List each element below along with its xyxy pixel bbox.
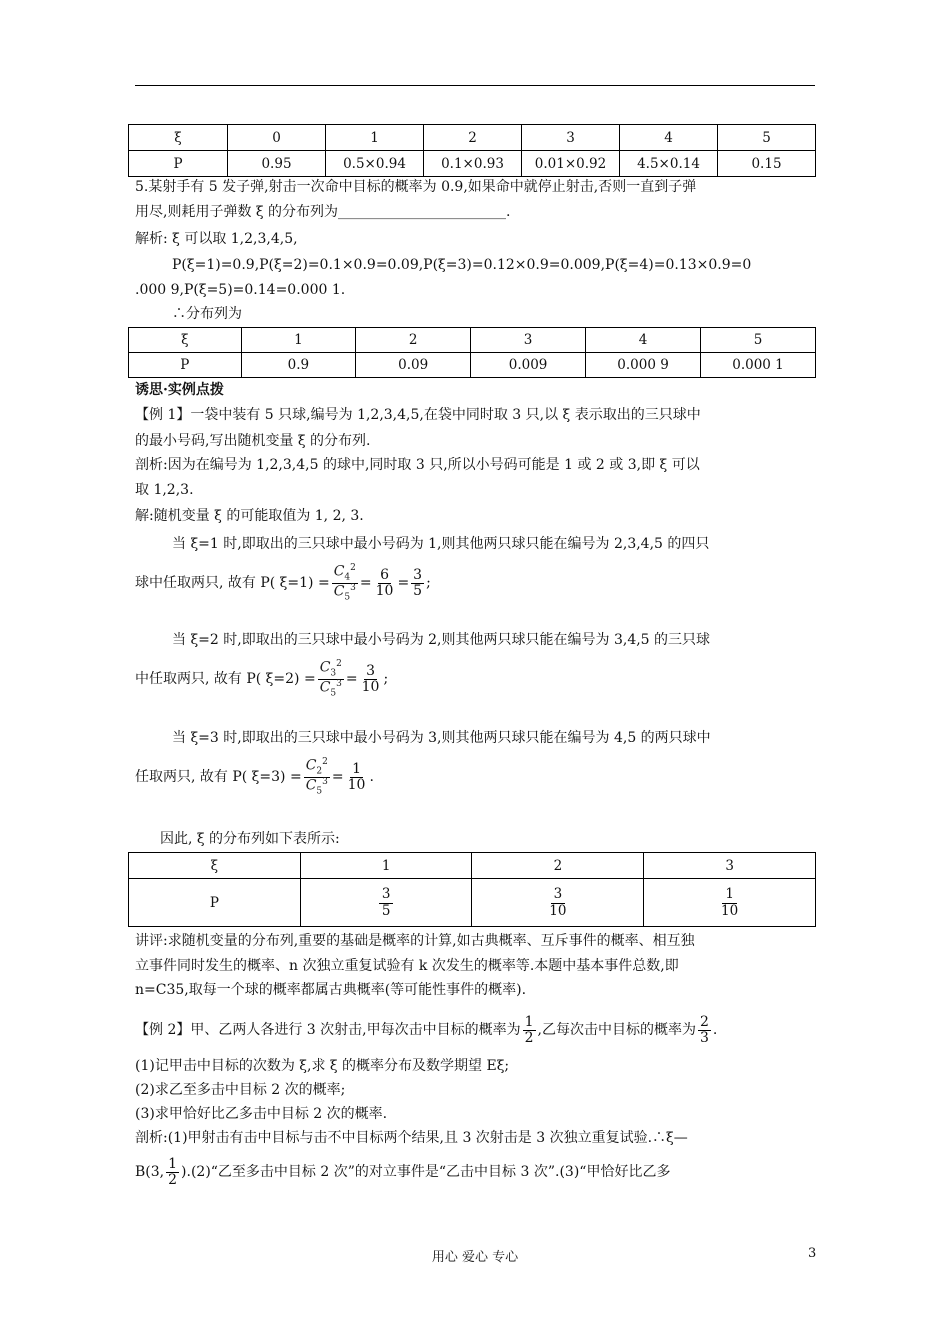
combination-fraction-c3-2-over-c5-3: $\frac{C_3^2}{C_5^3}$ <box>319 658 342 698</box>
table2-header: 4 <box>586 328 701 353</box>
table1-header: 0 <box>228 125 326 151</box>
header-rule <box>135 85 815 86</box>
ex1-case1b: 球中任取两只, 故有 P( ξ=1) = $\frac{C_4^2}{C_5^3}$ = $\frac{6}{10}$ = $\frac{3}{5}$ ; <box>135 562 431 602</box>
ex1-line2: 的最小号码,写出随机变量 ξ 的分布列. <box>135 433 371 449</box>
table1-cell: 0.15 <box>718 151 816 177</box>
ex2-line1-part1: 【例 2】甲、乙两人各进行 3 次射击,甲每次击中目标的概率为 <box>135 1022 521 1038</box>
ex2-analysis2: B(3, $\frac{1}{2}$ ).(2)“乙至多击中目标 2 次”的对立事件是“乙击中目标 3 次”.(3)“甲恰好比乙多 <box>135 1155 671 1188</box>
table2-cell: 0.09 <box>356 353 471 378</box>
ex2-q3: (3)求甲恰好比乙多击中目标 2 次的概率. <box>135 1106 388 1122</box>
ex1-therefore: 因此, ξ 的分布列如下表所示: <box>160 831 340 847</box>
ex1-analysis1: 剖析:因为在编号为 1,2,3,4,5 的球中,同时取 3 只,所以小号码可能是 1 或 2 或 3,即 ξ 可以 <box>135 457 700 473</box>
ex1-case3a: 当 ξ=3 时,即取出的三只球中最小号码为 3,则其他两只球只能在编号为 4,5 的两只球中 <box>172 730 711 746</box>
comment-line2: 立事件同时发生的概率、n 次独立重复试验有 k 次发生的概率等.本题中基本事件总数,即 <box>135 958 679 974</box>
table2-header: 2 <box>356 328 471 353</box>
ex1-line1: 【例 1】一袋中装有 5 只球,编号为 1,2,3,4,5,在袋中同时取 3 只,以 ξ 表示取出的三只球中 <box>135 407 701 423</box>
fraction-3-5: $\frac{3}{5}$ <box>413 566 423 599</box>
table2-header-xi: ξ <box>129 328 242 353</box>
table1-cell: 0.01×0.92 <box>522 151 620 177</box>
table2-header: 5 <box>701 328 816 353</box>
table3-header: 3 <box>644 853 816 879</box>
table3-header-xi: ξ <box>129 853 301 879</box>
ex1-case3b: 任取两只, 故有 P( ξ=3) = $\frac{C_2^2}{C_5^3}$ = $\frac{1}{10}$ . <box>135 756 374 796</box>
ex2-analysis1: 剖析:(1)甲射击有击中目标与击不中目标两个结果,且 3 次射击是 3 次独立重复试验.∴ξ— <box>135 1130 688 1146</box>
fraction-1-2: $\frac{1}{2}$ <box>524 1013 534 1046</box>
comment-line3: n=C35,取每一个球的概率都属古典概率(等可能性事件的概率). <box>135 982 527 998</box>
table3-cell: $\frac{3}{10}$ <box>472 879 644 927</box>
distribution-table-1 <box>128 124 816 177</box>
fraction-1-10: $\frac{1}{10}$ <box>347 760 366 793</box>
footer-text: 用心 爱心 专心 <box>431 1250 519 1265</box>
table3-cell: $\frac{3}{5}$ <box>300 879 472 927</box>
case2-prefix: 中任取两只, 故有 P( ξ=2) = <box>135 671 316 687</box>
fraction-2-3: $\frac{2}{3}$ <box>700 1013 709 1046</box>
table2-cell: 0.000 9 <box>586 353 701 378</box>
case3-prefix: 任取两只, 故有 P( ξ=3) = <box>135 769 302 785</box>
ex1-solution: 解:随机变量 ξ 的可能取值为 1, 2, 3. <box>135 508 364 524</box>
fraction-1-2: $\frac{1}{2}$ <box>168 1155 178 1188</box>
table1-header: 3 <box>522 125 620 151</box>
table1-p-label: P <box>129 151 228 177</box>
table1-header: 2 <box>424 125 522 151</box>
table1-header: 1 <box>326 125 424 151</box>
q5-solution-line2: .000 9,P(ξ=5)=0.14=0.000 1. <box>135 282 346 298</box>
table1-cell: 0.95 <box>228 151 326 177</box>
combination-fraction-c4-2-over-c5-3: $\frac{C_4^2}{C_5^3}$ <box>333 562 356 602</box>
table2-header: 3 <box>471 328 586 353</box>
q5-line2: 用尽,则耗用子弹数 ξ 的分布列为________________________. <box>135 204 511 220</box>
table2-cell: 0.000 1 <box>701 353 816 378</box>
table1-header: 4 <box>620 125 718 151</box>
table1-cell: 4.5×0.14 <box>620 151 718 177</box>
ex2-q2: (2)求乙至多击中目标 2 次的概率; <box>135 1082 346 1098</box>
fraction-6-10: $\frac{6}{10}$ <box>375 566 394 599</box>
q5-solution-line1: P(ξ=1)=0.9,P(ξ=2)=0.1×0.9=0.09,P(ξ=3)=0.12×0.9=0.009,P(ξ=4)=0.13×0.9=0 <box>172 257 752 273</box>
table1-cell: 0.1×0.93 <box>424 151 522 177</box>
table3-cell: $\frac{1}{10}$ <box>644 879 816 927</box>
table3-header: 1 <box>300 853 472 879</box>
table1-cell: 0.5×0.94 <box>326 151 424 177</box>
ex1-case1a: 当 ξ=1 时,即取出的三只球中最小号码为 1,则其他两只球只能在编号为 2,3,4,5 的四只 <box>172 536 710 552</box>
table1-header-xi: ξ <box>129 125 228 151</box>
ex2-line1-part2: ,乙每次击中目标的概率为 <box>537 1022 696 1038</box>
table1-header: 5 <box>718 125 816 151</box>
ex1-analysis2: 取 1,2,3. <box>135 482 194 498</box>
fraction-3-10: $\frac{3}{10}$ <box>361 662 380 695</box>
ex1-case2b: 中任取两只, 故有 P( ξ=2) = $\frac{C_3^2}{C_5^3}$ = $\frac{3}{10}$ ; <box>135 658 389 698</box>
table2-p-label: P <box>129 353 242 378</box>
ex2-q1: (1)记甲击中目标的次数为 ξ,求 ξ 的概率分布及数学期望 Eξ; <box>135 1058 510 1074</box>
comment-line1: 讲评:求随机变量的分布列,重要的基础是概率的计算,如古典概率、互斥事件的概率、相互独 <box>135 933 695 949</box>
q5-line1: 5.某射手有 5 发子弹,射击一次命中目标的概率为 0.9,如果命中就停止射击,否则一直到子弹 <box>135 179 697 195</box>
section-title: 诱思·实例点拨 <box>135 382 224 398</box>
q5-conclusion: ∴分布列为 <box>172 306 242 322</box>
table3-header: 2 <box>472 853 644 879</box>
distribution-table-2 <box>128 327 816 378</box>
ex1-case2a: 当 ξ=2 时,即取出的三只球中最小号码为 2,则其他两只球只能在编号为 3,4,5 的三只球 <box>172 632 711 648</box>
table3-p-label: P <box>129 879 301 927</box>
case1-prefix: 球中任取两只, 故有 P( ξ=1) = <box>135 575 330 591</box>
table2-cell: 0.009 <box>471 353 586 378</box>
table2-cell: 0.9 <box>241 353 356 378</box>
q5-solution-label: 解析: ξ 可以取 1,2,3,4,5, <box>135 231 298 247</box>
table2-header: 1 <box>241 328 356 353</box>
page-number: 3 <box>808 1246 817 1261</box>
combination-fraction-c2-2-over-c5-3: $\frac{C_2^2}{C_5^3}$ <box>305 756 328 796</box>
distribution-table-3 <box>128 852 816 927</box>
ex2-line1: 【例 2】甲、乙两人各进行 3 次射击,甲每次击中目标的概率为 $\frac{1}{2}$ ,乙每次击中目标的概率为 $\frac{2}{3}$ . <box>135 1013 718 1046</box>
